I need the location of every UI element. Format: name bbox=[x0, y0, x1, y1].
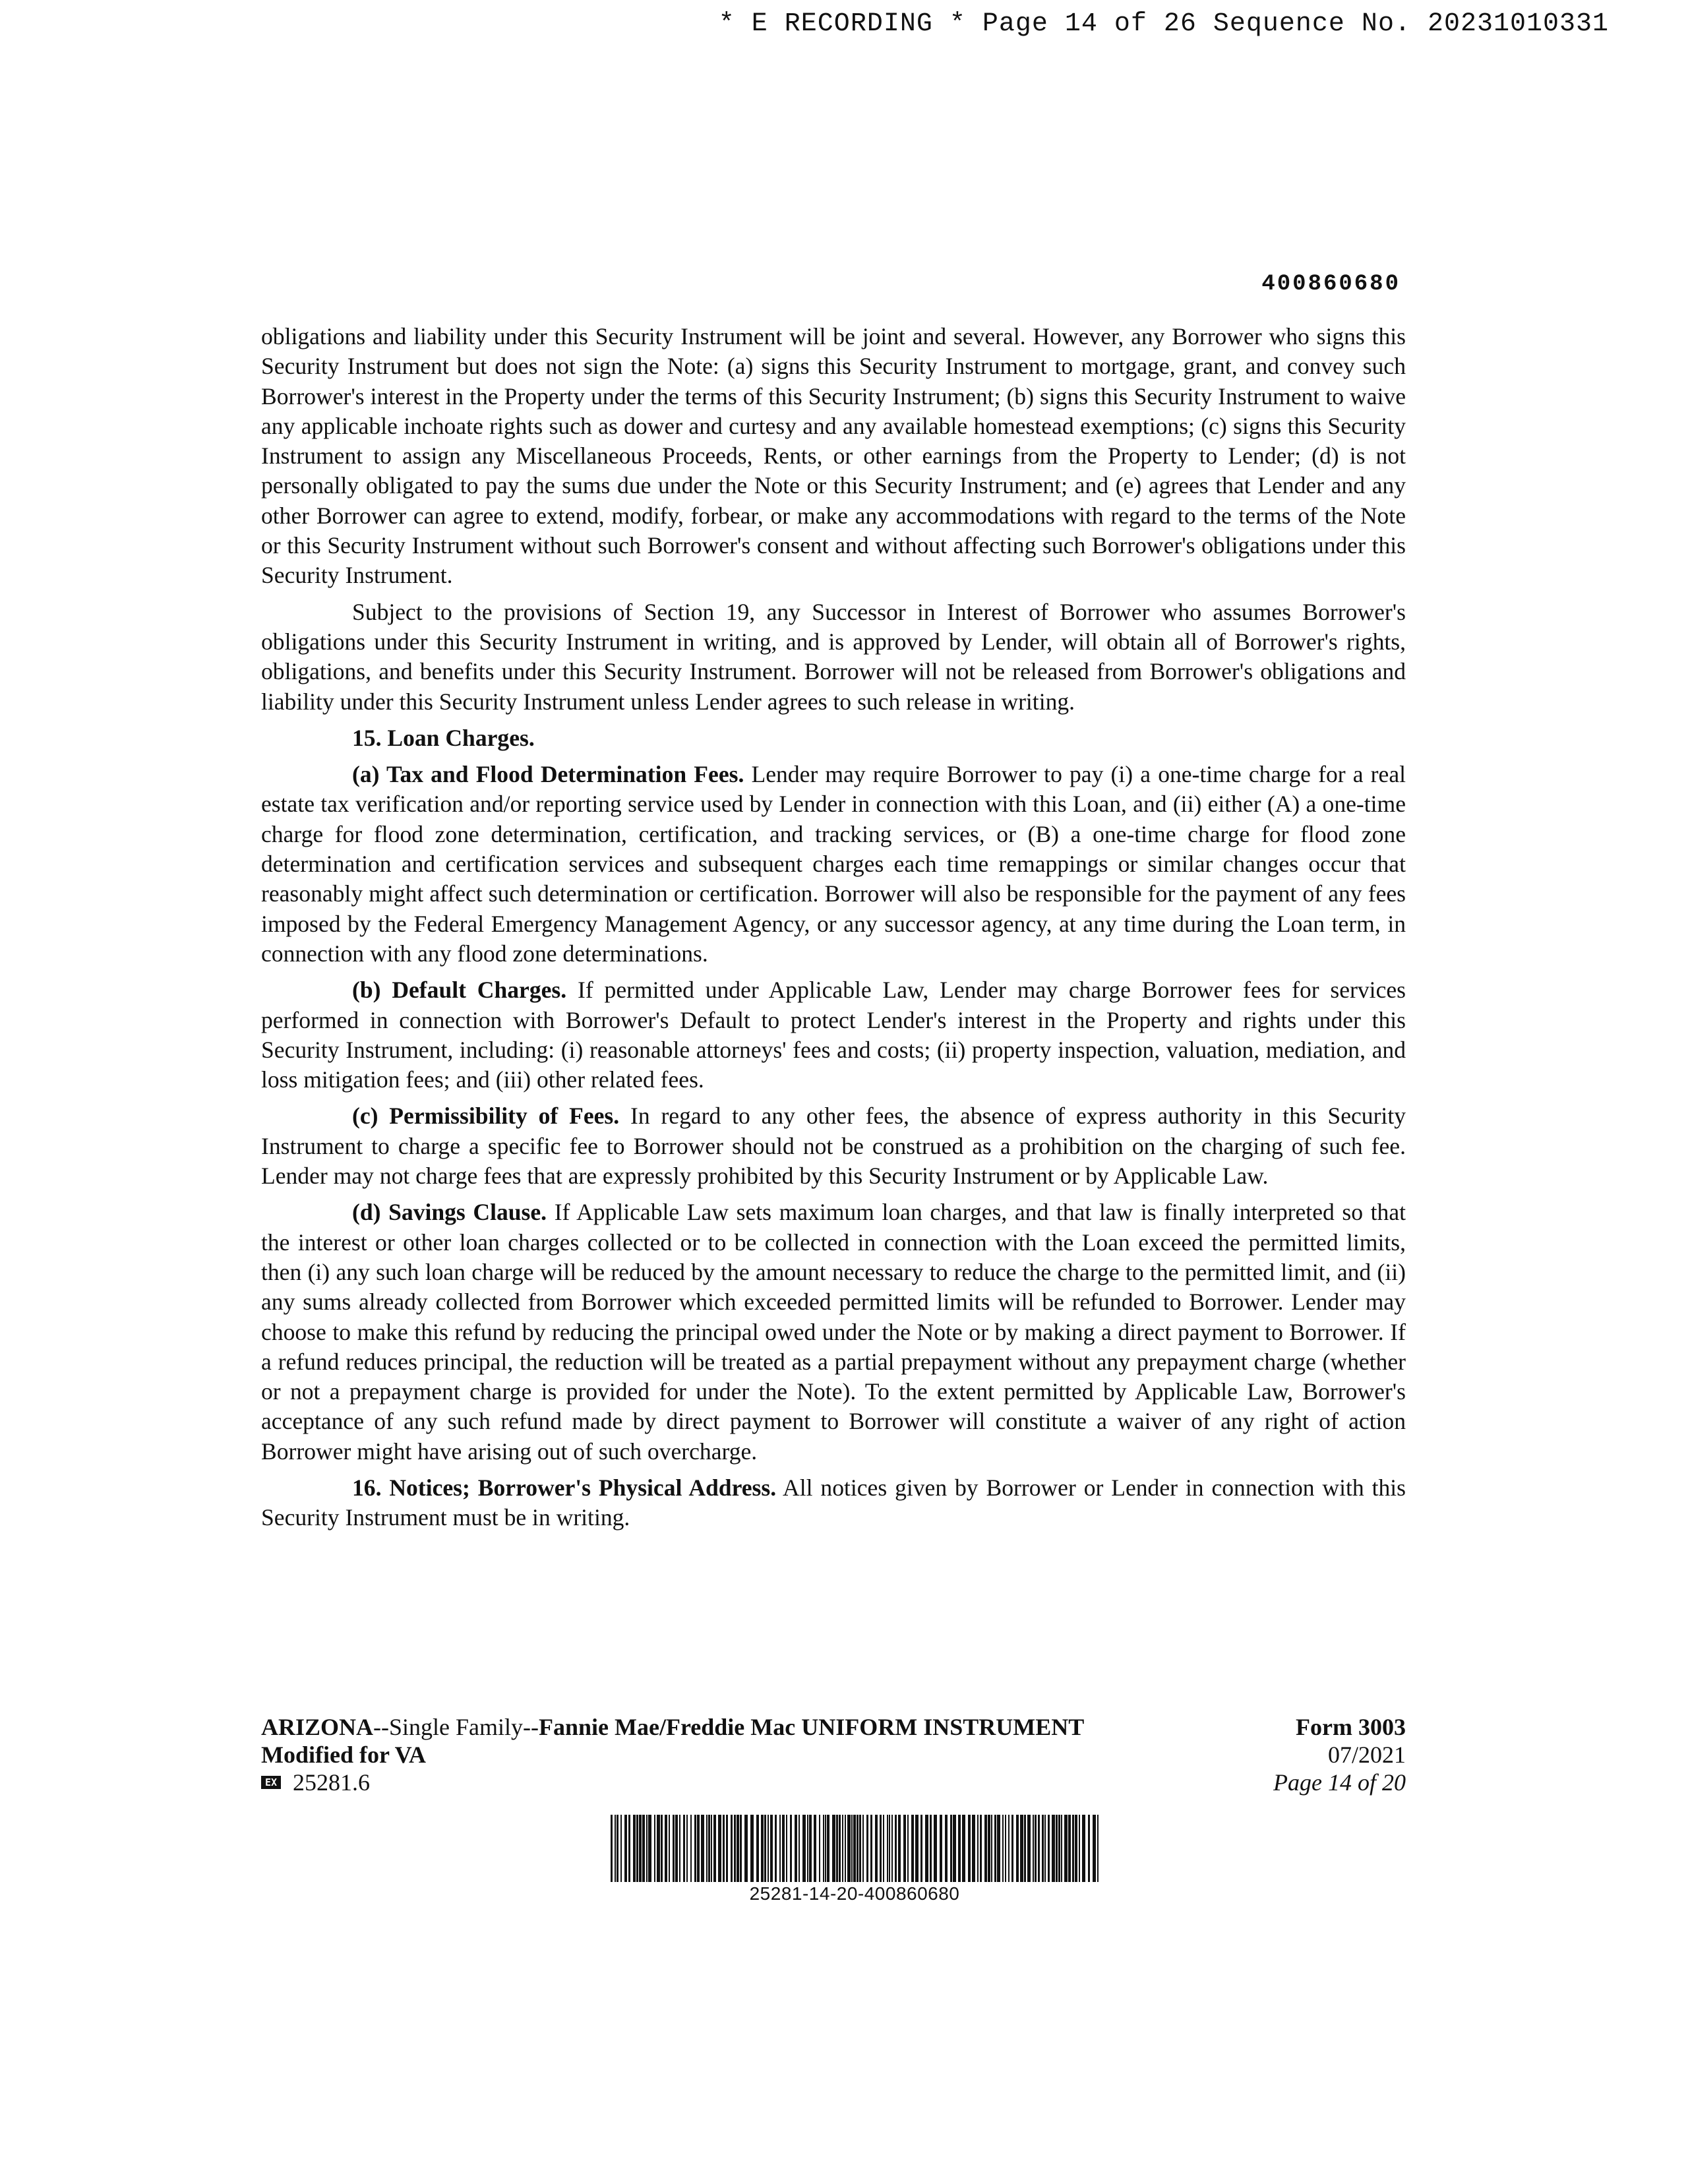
section-15a bbox=[261, 760, 1406, 969]
footer-form-code-line bbox=[261, 1769, 1084, 1796]
section-15-heading bbox=[261, 723, 1406, 753]
section-15d-text: If Applicable Law sets maximum loan charges, and that law is finally interpreted so that the interest or other loan charges collected or to be collected in connection with the Loan exceed the permitted limits, then (i) any such loan charge will be reduced by the amount necessary to reduce the charge to the permitted limit, and (ii) any sums already collected from Borrower which exceeded permitted limits will be refunded to Borrower. Lender may choose to make this refund by reducing the principal owed under the Note or by making a direct payment to Borrower. If a refund reduces principal, the reduction will be treated as a partial prepayment without any prepayment charge (whether or not a prepayment charge is provided for under the Note). To the extent permitted by Applicable Law, Borrower's acceptance of any such refund made by direct payment to Borrower will constitute a waiver of any right of action Borrower might have arising out of such overcharge. bbox=[261, 1199, 1406, 1465]
section-15b bbox=[261, 975, 1406, 1095]
footer-form-date: 07/2021 bbox=[1327, 1742, 1406, 1768]
paragraph-joint-liability: obligations and liability under this Security Instrument will be joint and several. However, any Borrower who signs this Security Instrument but does not sign the Note: (a) signs this Security Instrument to mortgage, grant, and convey such Borrower's interest in the Property under the terms of this Security Instrument; (b) signs this Security Instrument to waive any applicable inchoate rights such as dower and curtesy and any available homestead exemptions; (c) signs this Security Instrument to assign any Miscellaneous Proceeds, Rents, or other earnings from the Property to Lender; (d) is not personally obligated to pay the sums due under the Note or this Security Instrument; and (e) agrees that Lender and any other Borrower can agree to extend, modify, forbear, or make any accommodations with regard to the terms of the Note or this Security Instrument without such Borrower's consent and without affecting such Borrower's obligations under this Security Instrument. bbox=[261, 323, 1406, 589]
footer-form-code: 25281.6 bbox=[293, 1769, 370, 1796]
footer-instrument: Fannie Mae/Freddie Mac UNIFORM INSTRUMENT bbox=[538, 1714, 1085, 1740]
section-15c-title: (c) Permissibility of Fees. bbox=[352, 1103, 620, 1130]
barcode bbox=[611, 1815, 1099, 1904]
paragraph-successor-in-interest: Subject to the provisions of Section 19, any Successor in Interest of Borrower who assumes Borrower's obligations under this Security Instrument in writing, and is approved by Lender, will obtain all of Borrower's rights, obligations, and benefits under this Security Instrument. Borrower will not be released from Borrower's obligations and liability under this Security Instrument unless Lender agrees to such release in writing. bbox=[261, 598, 1406, 715]
section-15-title: 15. Loan Charges. bbox=[352, 724, 535, 751]
section-15a-text: Lender may require Borrower to pay (i) a one-time charge for a real estate tax verification and/or reporting service used by Lender in connection with this Loan, and (ii) either (A) a one-time charge for flood zone determination, certification, and tracking services, or (B) a one-time charge for flood zone determination and certification services and subsequent charges each time remappings or similar changes occur that reasonably might affect such determination or certification. Borrower will also be responsible for the payment of any fees imposed by the Federal Emergency Management Agency, or any successor agency, at any time during the Loan term, in connection with any flood zone determinations. bbox=[261, 761, 1406, 967]
footer-family-type: --Single Family-- bbox=[373, 1714, 539, 1740]
section-16 bbox=[261, 1473, 1406, 1533]
barcode-icon bbox=[611, 1815, 1099, 1882]
section-15b-text: If permitted under Applicable Law, Lender may charge Borrower fees for services performed in connection with Borrower's Default to protect Lender's interest in the Property and rights under this Security Instrument, including: (i) reasonable attorneys' fees and costs; (ii) property inspection, valuation, mediation, and loss mitigation fees; and (iii) other related fees. bbox=[261, 977, 1406, 1093]
footer-page-label-text: Page 14 of 20 bbox=[1273, 1769, 1406, 1796]
footer-page-label bbox=[1273, 1769, 1406, 1796]
footer-modified: Modified for VA bbox=[261, 1742, 427, 1768]
barcode-label: 25281-14-20-400860680 bbox=[749, 1883, 960, 1904]
section-15d bbox=[261, 1198, 1406, 1467]
section-15c bbox=[261, 1101, 1406, 1191]
footer-state: ARIZONA bbox=[261, 1714, 374, 1740]
section-16-text: All notices given by Borrower or Lender in connection with this Security Instrument must be in writing. bbox=[261, 1474, 1406, 1531]
footer-form-number bbox=[1273, 1713, 1406, 1741]
document-body bbox=[261, 322, 1406, 1540]
ex-badge-icon: EX bbox=[261, 1776, 281, 1789]
loan-number: 400860680 bbox=[1261, 272, 1401, 297]
section-15c-text: In regard to any other fees, the absence of express authority in this Security Instrument to charge a specific fee to Borrower should not be construed as a prohibition on the charging of such fee. Lender may not charge fees that are expressly prohibited by this Security Instrument or by Applicable Law. bbox=[261, 1103, 1406, 1190]
footer-form-number-text: Form 3003 bbox=[1296, 1714, 1406, 1740]
footer-modified-line bbox=[261, 1741, 1084, 1769]
section-15d-title: (d) Savings Clause. bbox=[352, 1199, 547, 1226]
footer-instrument-line bbox=[261, 1713, 1084, 1741]
section-15b-title: (b) Default Charges. bbox=[352, 977, 567, 1004]
footer-form-info bbox=[1273, 1713, 1406, 1796]
recording-header: * E RECORDING * Page 14 of 26 Sequence No. 20231010331 bbox=[718, 9, 1609, 39]
section-16-title: 16. Notices; Borrower's Physical Address. bbox=[352, 1474, 777, 1501]
section-15a-title: (a) Tax and Flood Determination Fees. bbox=[352, 761, 744, 788]
footer-form-title bbox=[261, 1713, 1084, 1796]
